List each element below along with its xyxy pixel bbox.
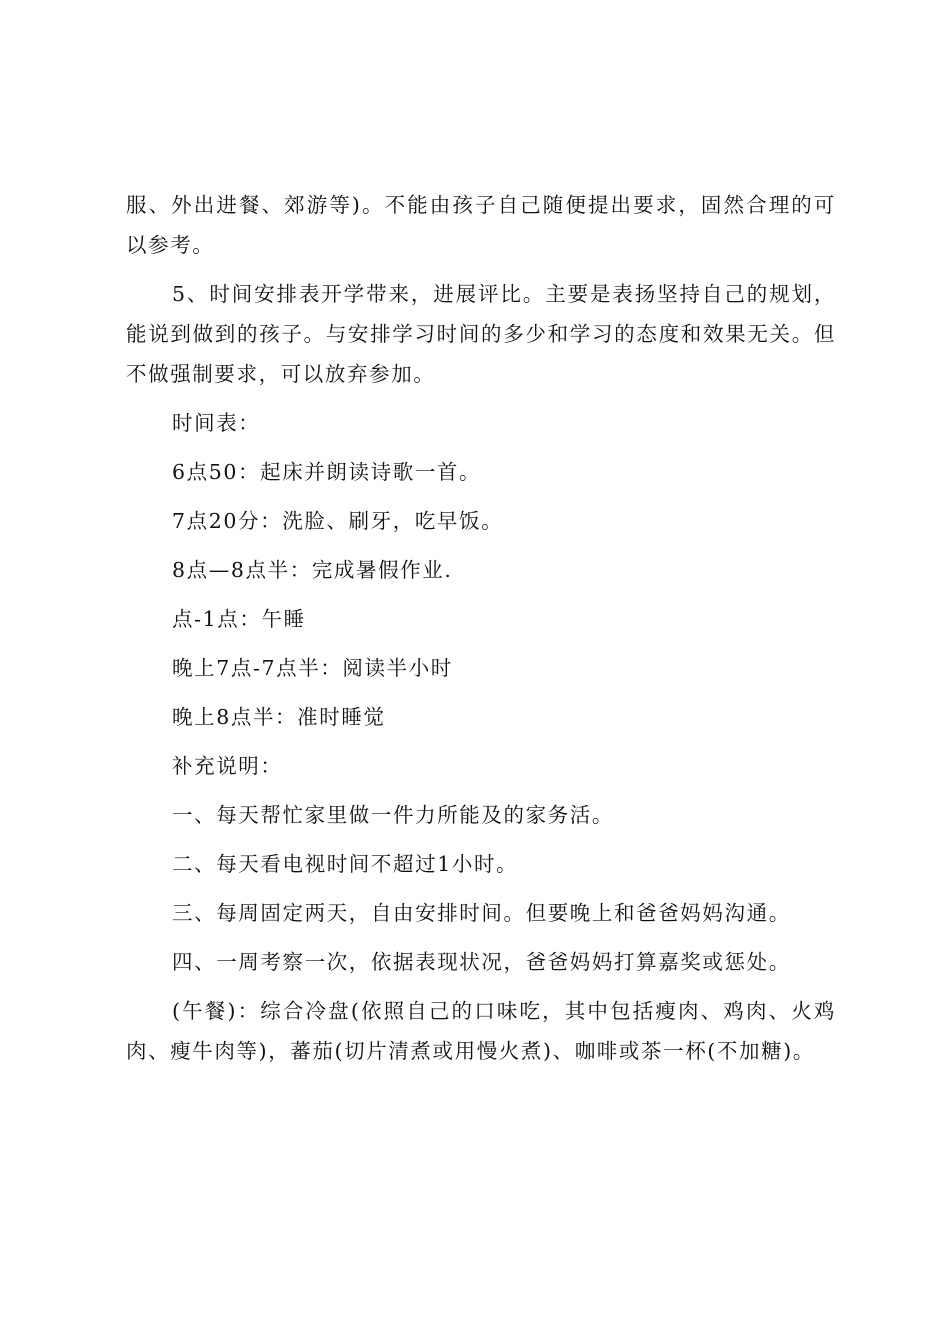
paragraph-rule-5: 5、时间安排表开学带来，进展评比。主要是表扬坚持自己的规划，能说到做到的孩子。与安排学习时间的多少和学习的态度和效果无关。但不做强制要求，可以放弃参加。 [126,282,836,386]
schedule-title: 时间表： [172,411,261,435]
schedule-item-sleep: 晚上8点半：准时睡觉 [172,705,386,729]
document-body [126,185,836,1071]
note-item-4: 四、一周考察一次，依据表现状况，爸爸妈妈打算嘉奖或惩处。 [172,950,791,974]
note-item-3: 三、每周固定两天，自由安排时间。但要晚上和爸爸妈妈沟通。 [172,901,791,925]
schedule-item-wake: 6点50：起床并朗读诗歌一首。 [172,460,482,484]
schedule-item-homework: 8点—8点半：完成暑假作业. [172,558,453,582]
schedule-item-nap: 点-1点：午睡 [172,607,306,631]
schedule-item-breakfast: 7点20分：洗脸、刷牙，吃早饭。 [172,509,504,533]
paragraph-lunch: (午餐)：综合冷盘(依照自己的口味吃，其中包括瘦肉、鸡肉、火鸡肉、瘦牛肉等)，蕃茄(切片清煮或用慢火煮)、咖啡或茶一杯(不加糖)。 [126,999,836,1063]
notes-title: 补充说明： [172,754,283,778]
schedule-item-reading: 晚上7点-7点半：阅读半小时 [172,656,453,680]
note-item-2: 二、每天看电视时间不超过1小时。 [172,852,519,876]
paragraph-continuation: 服、外出进餐、郊游等)。不能由孩子自己随便提出要求，固然合理的可以参考。 [126,193,836,257]
note-item-1: 一、每天帮忙家里做一件力所能及的家务活。 [172,803,614,827]
